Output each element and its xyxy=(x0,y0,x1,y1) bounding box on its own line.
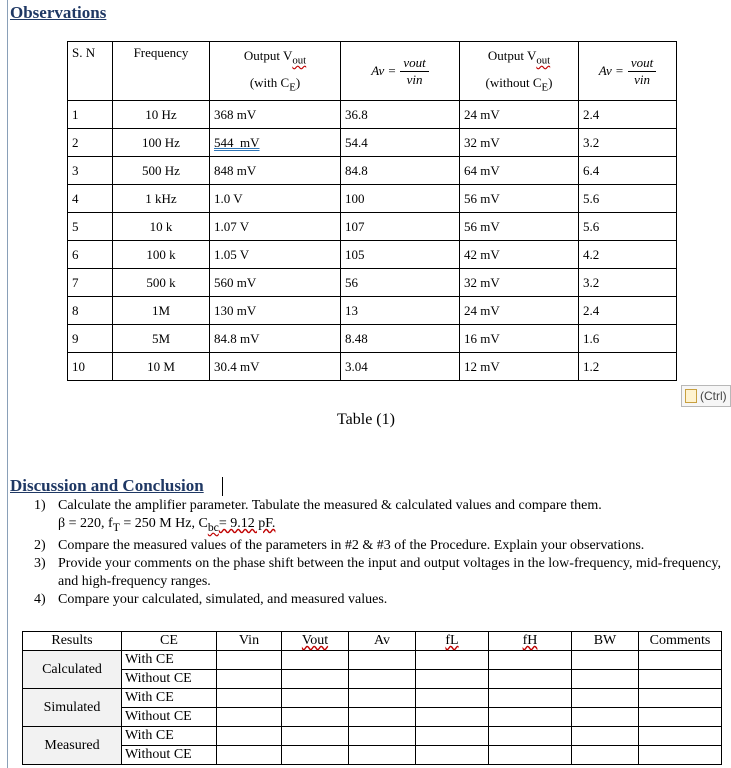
results-header-row xyxy=(23,632,722,651)
header-output-with-ce: Output $V_{out}$ (with $C_E$) xyxy=(210,42,341,101)
table-row: Without CE xyxy=(23,746,722,765)
paste-options-label: (Ctrl) xyxy=(700,389,727,403)
observations-header-row xyxy=(68,42,677,101)
header-output-without-ce: Output $V_{out}$ (without $C_E$) xyxy=(460,42,579,101)
table-row: 6 100 k 1.05 V 105 42 mV 4.2 xyxy=(68,241,677,269)
table-row: 10 10 M 30.4 mV 3.04 12 mV 1.2 xyxy=(68,353,677,381)
observations-table xyxy=(67,41,677,381)
grammar-flagged-value: 544 mV xyxy=(214,134,260,150)
header-fl: fL xyxy=(416,632,489,651)
header-vin: Vin xyxy=(217,632,282,651)
observations-heading: Observations xyxy=(10,3,107,22)
table-caption: Table (1) xyxy=(337,411,395,428)
table-row: 4 1 kHz 1.0 V 100 56 mV 5.6 xyxy=(68,185,677,213)
table-row: 8 1M 130 mV 13 24 mV 2.4 xyxy=(68,297,677,325)
list-item: 3) Provide your comments on the phase shift between the input and output voltages in the low-frequency, mid-frequency, and high-frequency ranges. xyxy=(34,555,722,589)
table-row: Without CE xyxy=(23,708,722,727)
header-results: Results xyxy=(23,632,122,651)
discussion-list xyxy=(14,497,729,609)
header-av-with-ce: Av = $\frac{\text{vout}}{\text{vin}}$ xyxy=(341,42,460,101)
results-table xyxy=(22,631,722,765)
header-bw: BW xyxy=(572,632,639,651)
header-sn: S. N xyxy=(68,42,113,101)
header-fh: fH xyxy=(489,632,572,651)
table-row: Without CE xyxy=(23,670,722,689)
table-row: 2 100 Hz 544 mV 54.4 32 mV 3.2 xyxy=(68,129,677,157)
list-item: 2) Compare the measured values of the parameters in #2 & #3 of the Procedure. Explain your observations. xyxy=(34,537,645,553)
header-comments: Comments xyxy=(639,632,722,651)
header-av: Av xyxy=(349,632,416,651)
parameter-line: β = 220, $f_T = 250$ M Hz, $C_{bc}= 9.12$ pF. xyxy=(58,516,276,534)
table-row: Measured With CE xyxy=(23,727,722,746)
table-row: 7 500 k 560 mV 56 32 mV 3.2 xyxy=(68,269,677,297)
table-row: Calculated With CE xyxy=(23,651,722,670)
header-vout: Vout xyxy=(282,632,349,651)
table-row: 1 10 Hz 368 mV 36.8 24 mV 2.4 xyxy=(68,101,677,129)
table-row: 9 5M 84.8 mV 8.48 16 mV 1.6 xyxy=(68,325,677,353)
discussion-heading: Discussion and Conclusion xyxy=(10,476,204,495)
list-item: 4) Compare your calculated, simulated, and measured values. xyxy=(34,591,388,607)
text-cursor xyxy=(222,477,223,496)
list-item: 1) Calculate the amplifier parameter. Tabulate the measured & calculated values and compare them. β = 220, $f_T = 250$ M Hz, $C_{bc}= 9.12$ pF. xyxy=(14,497,729,537)
paste-options-button[interactable] xyxy=(681,385,731,407)
header-frequency: Frequency xyxy=(113,42,210,101)
table-row: 5 10 k 1.07 V 107 56 mV 5.6 xyxy=(68,213,677,241)
header-ce: CE xyxy=(122,632,217,651)
table-row: 3 500 Hz 848 mV 84.8 64 mV 6.4 xyxy=(68,157,677,185)
clipboard-icon xyxy=(685,389,697,403)
page-margin-line xyxy=(7,0,8,768)
header-av-without-ce: Av = $\frac{\text{vout}}{\text{vin}}$ xyxy=(579,42,677,101)
table-row: Simulated With CE xyxy=(23,689,722,708)
